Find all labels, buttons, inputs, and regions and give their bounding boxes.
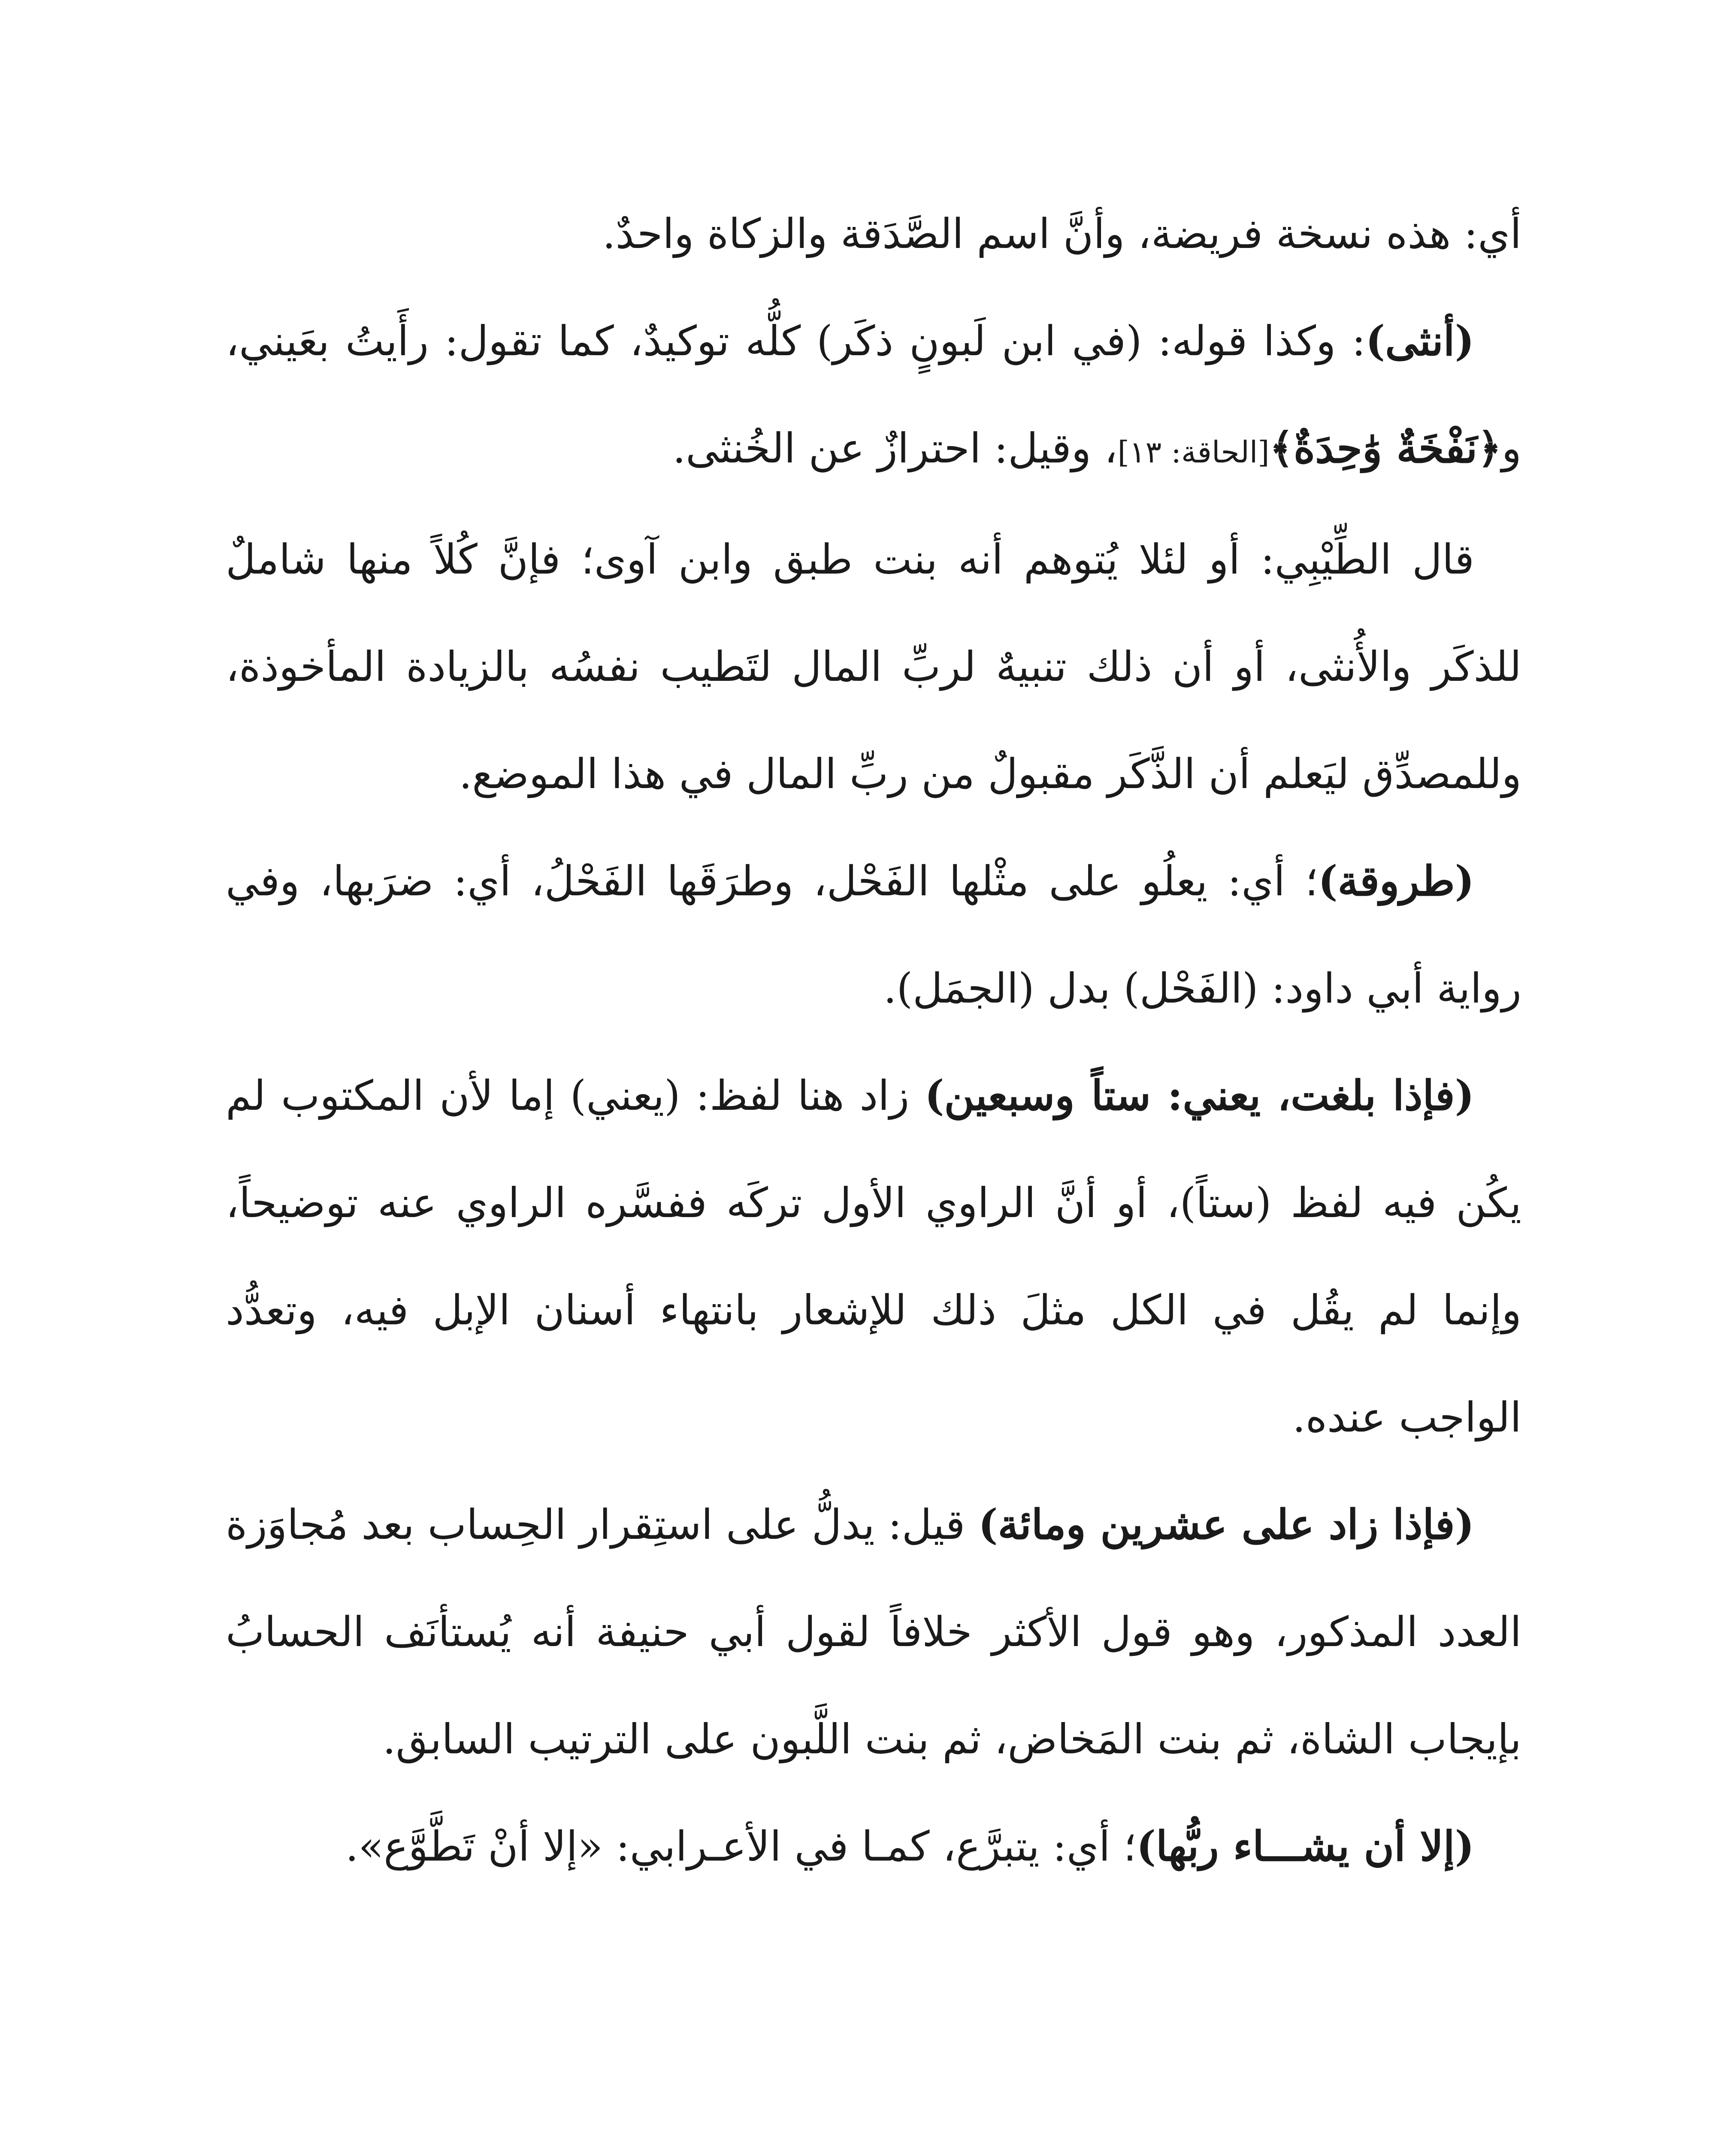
paragraph-5-text: زاد هنا لفظ: (يعني) إما لأن المكتوب لم يكُن فيه لفظ (ستاً)، أو أنَّ الراوي الأول تركَه ففسَّره الراوي عنه توضيحاً، وإنما لم يقُل في الكل مثلَ ذلك للإشعار بانتهاء أسنان الإبل فيه، وتعدُّد الواجب عنده. [226, 1072, 1522, 1441]
paragraph-4-text: ؛ أي: يعلُو على مثْلها الفَحْل، وطرَقَها الفَحْلُ، أي: ضرَبها، وفي رواية أبي داود: (الفَحْل) بدل (الجمَل). [226, 857, 1521, 1012]
paragraph-2-text-a: : وكذا قوله: (في ابن لَبونٍ ذكَر) كلُّه توكيدٌ، كما تقول: رأَيتُ بعَيني، و [226, 317, 1521, 472]
paragraph-5 [226, 1042, 1521, 1471]
keyword-untha: (أنثى) [1365, 317, 1474, 365]
paragraph-7-text: ؛ أي: يتبرَّع، كمـا في الأعـرابي: «إلا أنْ تَطَّوَّع». [345, 1822, 1137, 1870]
paragraph-3-text: قال الطِّيْبِي: أو لئلا يُتوهم أنه بنت طبق وابن آوى؛ فإنَّ كُلاً منها شاملٌ للذكَر والأُنثى، أو أن ذلك تنبيهٌ لربِّ المال لتَطيب نفسُه بالزيادة المأخوذة، وللمصدِّق ليَعلم أن الذَّكَر مقبولٌ من ربِّ المال في هذا الموضع. [226, 535, 1521, 798]
paragraph-6 [226, 1471, 1521, 1793]
paragraph-3 [226, 506, 1521, 828]
paragraph-2 [226, 287, 1521, 506]
paragraph-1-text: أي: هذه نسخة فريضة، وأنَّ اسم الصَّدَقة والزكاة واحدٌ. [602, 210, 1521, 258]
paragraph-6-text: قيل: يدلُّ على استِقرار الحِساب بعد مُجاوَزة العدد المذكور، وهو قول الأكثر خلافاً لقول أبي حنيفة أنه يُستأنَف الحسابُ بإيجاب الشاة، ثم بنت المَخاض، ثم بنت اللَّبون على الترتيب السابق. [226, 1501, 1521, 1763]
paragraph-4 [226, 828, 1521, 1042]
keyword-illa-an-yasha: (إلا أن يشـــاء ربُّها) [1136, 1822, 1474, 1870]
body-text [226, 180, 1521, 1900]
keyword-fa-idha-balaghat: (فإذا بلغت، يعني: ستاً وسبعين) [925, 1071, 1474, 1120]
paragraph-1 [226, 180, 1521, 287]
quran-verse: ﴿نَفْخَةٌ وَٰحِدَةٌ﴾ [1269, 424, 1502, 472]
keyword-taruqa: (طروقة) [1318, 857, 1475, 905]
paragraph-7 [226, 1793, 1521, 1900]
keyword-fa-idha-zada: (فإذا زاد على عشرين ومائة) [978, 1500, 1475, 1549]
paragraph-2-text-b: ، وقيل: احترازٌ عن الخُنثى. [672, 424, 1118, 472]
verse-reference: [الحاقة: ١٣] [1117, 435, 1270, 470]
